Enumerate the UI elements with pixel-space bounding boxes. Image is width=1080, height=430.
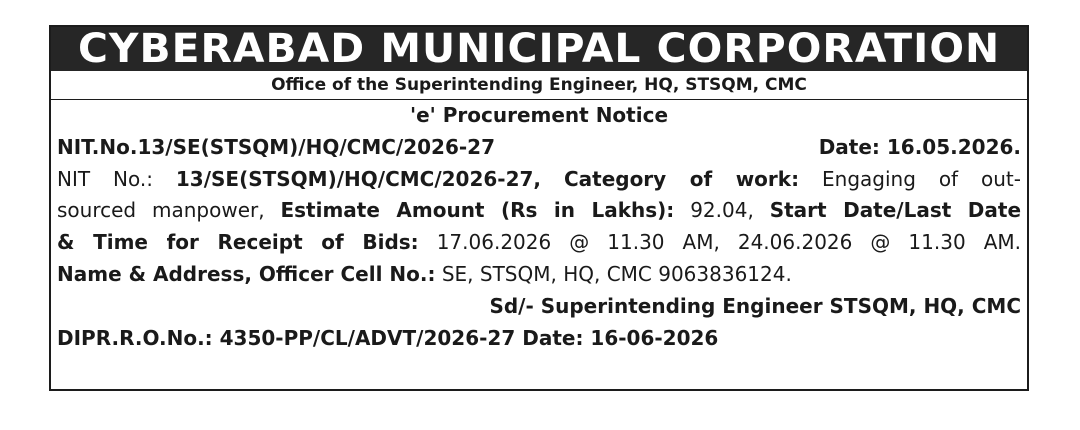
nit-no-label: NIT No.:: [57, 166, 153, 191]
signatory: Sd/- Superintending Engineer STSQM, HQ, CMC: [489, 293, 1021, 318]
bid-dates: 17.06.2026 @ 11.30 AM, 24.06.2026 @ 11.30 AM.: [436, 230, 1021, 255]
officer-value: SE, STSQM, HQ, CMC 9063836124.: [441, 261, 792, 286]
category-label: Category of work:: [563, 166, 800, 191]
start-last-date-label-part2: & Time for Receipt of Bids:: [57, 230, 419, 255]
organization-title: CYBERABAD MUNICIPAL CORPORATION: [77, 26, 1001, 72]
dipr-reference: DIPR.R.O.No.: 4350-PP/CL/ADVT/2026-27 Date: 16-06-2026: [57, 325, 719, 350]
nit-reference: NIT.No.13/SE(STSQM)/HQ/CMC/2026-27: [57, 134, 496, 159]
nit-details-line-3: [57, 227, 1021, 259]
officer-line: [57, 259, 1021, 291]
estimate-label: Estimate Amount (Rs in Lakhs):: [280, 198, 675, 223]
category-value-part2: sourced manpower,: [57, 198, 265, 223]
estimate-value: 92.04,: [690, 198, 754, 223]
nit-details-line-2: [57, 195, 1021, 227]
nit-no-value: 13/SE(STSQM)/HQ/CMC/2026-27,: [175, 166, 542, 191]
nit-details-line-1: [57, 164, 1021, 196]
officer-label: Name & Address, Officer Cell No.:: [57, 261, 436, 286]
notice-date: Date: 16.05.2026.: [818, 134, 1021, 159]
procurement-notice: [49, 25, 1029, 391]
category-value-part1: Engaging of out-: [822, 166, 1021, 191]
start-last-date-label-part1: Start Date/Last Date: [769, 198, 1022, 223]
notice-title: 'e' Procurement Notice: [409, 103, 669, 127]
nit-reference-line: [57, 132, 1021, 164]
notice-header-bar: [51, 27, 1027, 71]
office-subtitle: Office of the Superintending Engineer, HQ, STSQM, CMC: [51, 71, 1027, 100]
notice-body: [51, 100, 1027, 354]
